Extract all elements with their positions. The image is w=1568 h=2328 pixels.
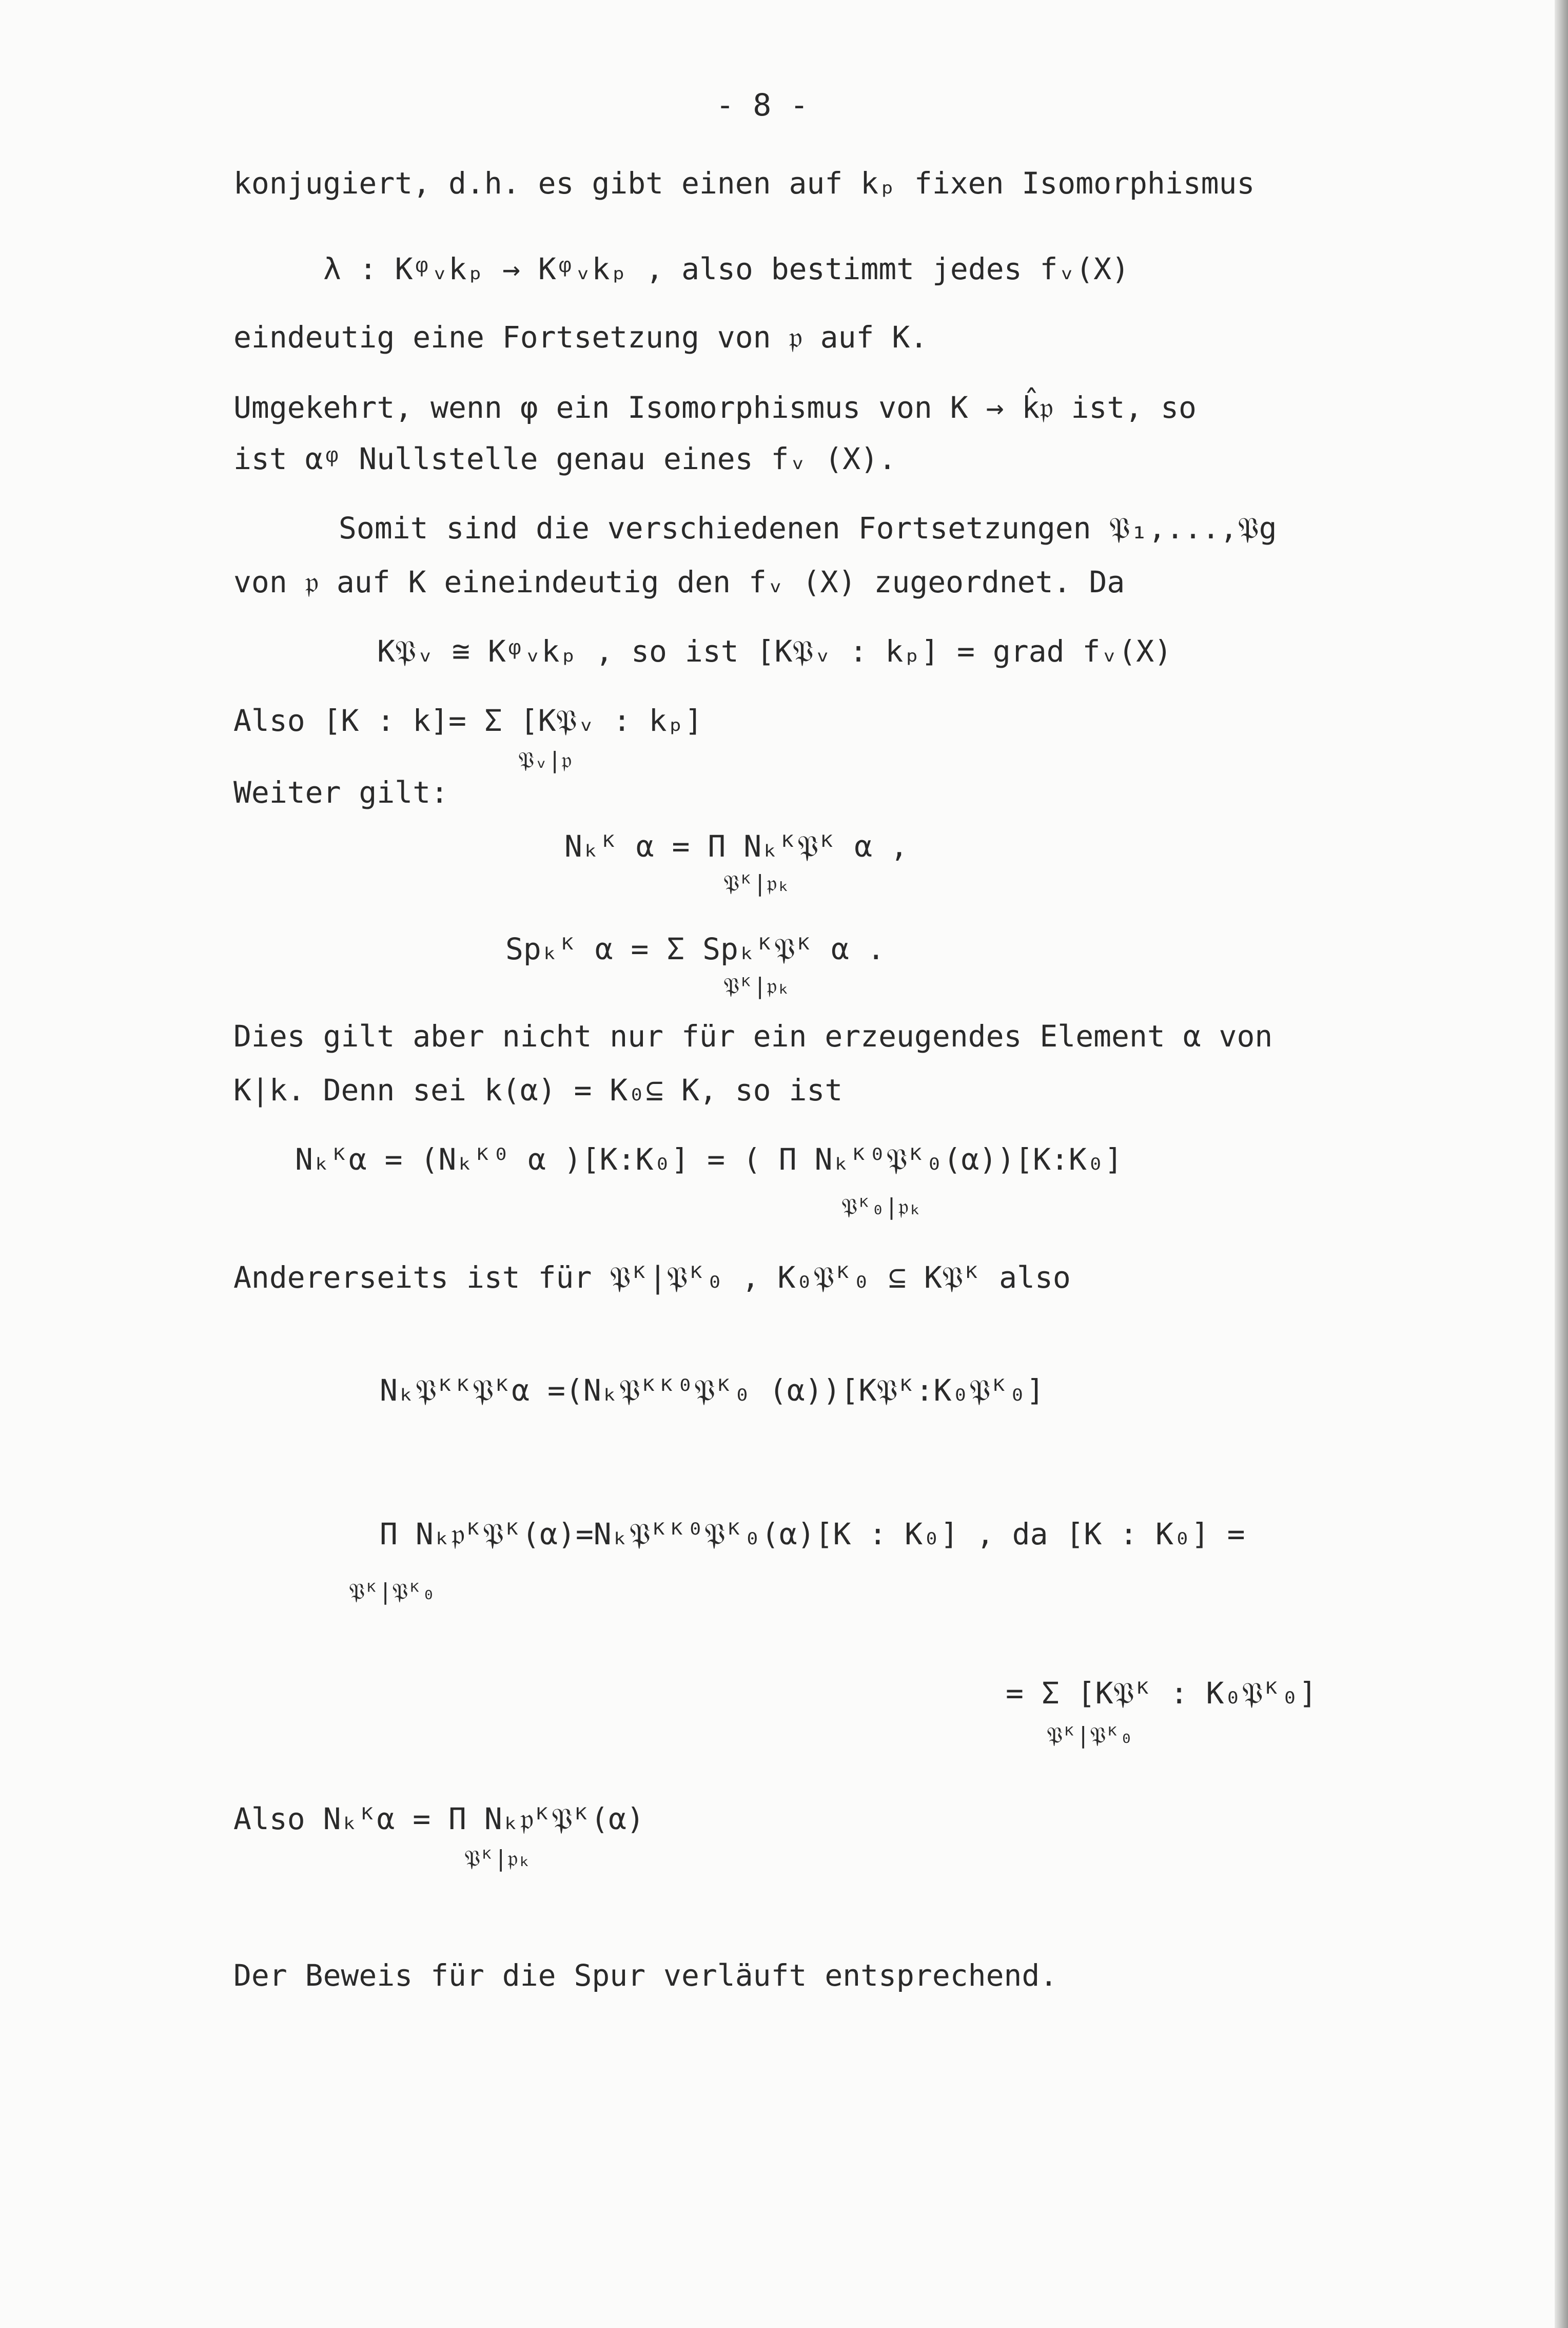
text-line-15: Der Beweis für die Spur verläuft entsprechend. bbox=[233, 1958, 1058, 1993]
page-edge-shadow bbox=[1555, 0, 1568, 2328]
equation-local-norm: Nₖ𝔓ᴷᴷ𝔓ᴷα =(Nₖ𝔓ᴷᴷ⁰𝔓ᴷ₀ (α))[K𝔓ᴷ:K₀𝔓ᴷ₀] bbox=[380, 1373, 1045, 1408]
sum-index-2: 𝔓ᴷ|𝔭ₖ bbox=[723, 973, 791, 999]
text-line-3: eindeutig eine Fortsetzung von 𝔭 auf K. bbox=[233, 320, 928, 355]
equation-degree-sum: = Σ [K𝔓ᴷ : K₀𝔓ᴷ₀] bbox=[1006, 1676, 1317, 1711]
text-line-5: ist αᵠ Nullstelle genau eines fᵥ (X). bbox=[233, 441, 896, 476]
text-line-10: Weiter gilt: bbox=[233, 775, 449, 810]
text-line-9: Also [K : k]= Σ [K𝔓ᵥ : kₚ] bbox=[233, 703, 703, 738]
text-line-14: Also Nₖᴷα = Π Nₖ𝔭ᴷ𝔓ᴷ(α) bbox=[233, 1801, 644, 1836]
text-line-7: von 𝔭 auf K eineindeutig den fᵥ (X) zugeordnet. Da bbox=[233, 565, 1125, 599]
text-line-4: Umgekehrt, wenn φ ein Isomorphismus von K → k̂𝔭 ist, so bbox=[233, 390, 1197, 425]
text-line-13: Andererseits ist für 𝔓ᴷ|𝔓ᴷ₀ , K₀𝔓ᴷ₀ ⊆ K𝔓ᴷ also bbox=[233, 1260, 1071, 1295]
product-index-3: 𝔓ᴷ₀|𝔭ₖ bbox=[841, 1194, 923, 1220]
text-line-6: Somit sind die verschiedenen Fortsetzungen 𝔓₁,...,𝔓g bbox=[339, 511, 1277, 546]
equation-product-local: Π Nₖ𝔭ᴷ𝔓ᴷ(α)=Nₖ𝔓ᴷᴷ⁰𝔓ᴷ₀(α)[K : K₀] , da [K : K₀] = bbox=[380, 1517, 1245, 1551]
text-line-8: K𝔓ᵥ ≅ Kᵠᵥkₚ , so ist [K𝔓ᵥ : kₚ] = grad fᵥ(X) bbox=[377, 634, 1172, 669]
sum-index-9: 𝔓ᵥ|𝔭 bbox=[518, 747, 572, 773]
page-number: - 8 - bbox=[716, 87, 809, 123]
text-line-11: Dies gilt aber nicht nur für ein erzeugendes Element α von bbox=[233, 1019, 1273, 1054]
product-index-5: 𝔓ᴷ|𝔓ᴷ₀ bbox=[349, 1579, 436, 1605]
equation-norm: Nₖᴷ α = Π Nₖᴷ𝔓ᴷ α , bbox=[564, 829, 908, 864]
equation-norm-power: Nₖᴷα = (Nₖᴷ⁰ α )[K:K₀] = ( Π Nₖᴷ⁰𝔓ᴷ₀(α))[K:K₀] bbox=[295, 1142, 1123, 1177]
text-line-2: λ : Kᵠᵥkₚ → Kᵠᵥkₚ , also bestimmt jedes fᵥ(X) bbox=[323, 251, 1130, 286]
text-line-12: K|k. Denn sei k(α) = K₀⊆ K, so ist bbox=[233, 1073, 843, 1108]
equation-trace: Spₖᴷ α = Σ Spₖᴷ𝔓ᴷ α . bbox=[505, 932, 885, 966]
sum-index-6: 𝔓ᴷ|𝔓ᴷ₀ bbox=[1047, 1722, 1133, 1749]
text-line-1: konjugiert, d.h. es gibt einen auf kₚ fixen Isomorphismus bbox=[233, 166, 1255, 201]
product-index-14: 𝔓ᴷ|𝔭ₖ bbox=[464, 1846, 532, 1872]
product-index-1: 𝔓ᴷ|𝔭ₖ bbox=[723, 870, 791, 897]
